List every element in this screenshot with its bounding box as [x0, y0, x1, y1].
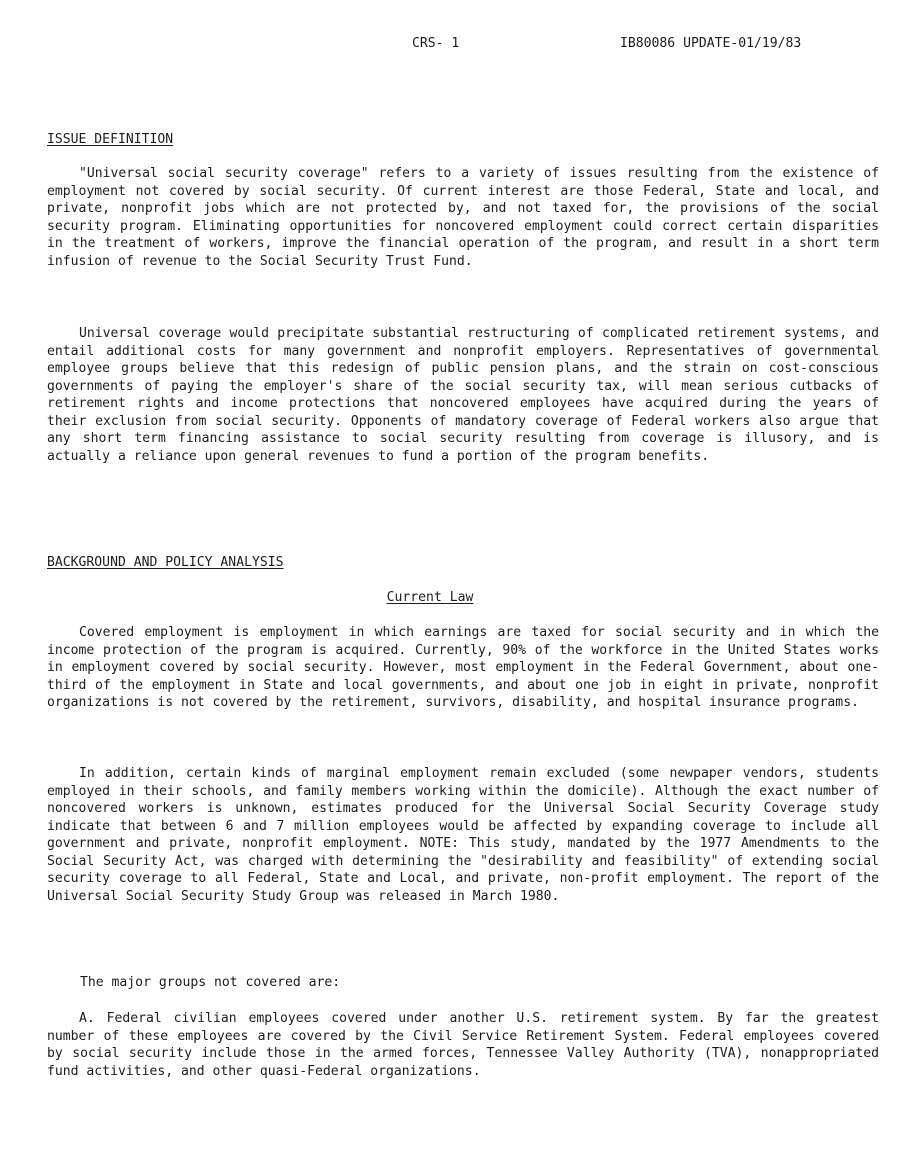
current-law-paragraph-1: Covered employment is employment in which earnings are taxed for social security and in which the income protection of the program is acquired. Currently, 90% of the workforce in the United States works in employment covered by social security. However, most employment in the Federal Government, about one-third of the employment in State and local governments, and about one job in eight in private, nonprofit organizations is not covered by the retirement, survivors, disability, and hospital insurance programs. [47, 625, 879, 710]
current-law-subheading-text: Current Law [386, 590, 474, 605]
page-header [0, 36, 920, 56]
document-id-label: IB80086 UPDATE-01/19/83 [620, 36, 802, 51]
issue-definition-paragraph-2: Universal coverage would precipitate substantial restructuring of complicated retirement systems, and entail additional costs for many government and nonprofit employers. Representatives of governmental employee groups believe that this redesign of public pension plans, and the strain on cost-conscious governments of paying the employer's share of the social security tax, will mean serious cutbacks of retirement rights and income protections that noncovered employees have acquired during the years of their exclusion from social security. Opponents of mandatory coverage of Federal workers also argue that any short term financing assistance to social security resulting from coverage is illusory, and is actually a reliance upon general revenues to fund a portion of the program benefits. [47, 326, 879, 464]
issue-definition-paragraph-1: "Universal social security coverage" refers to a variety of issues resulting from the existence of employment not covered by social security. Of current interest are those Federal, State and local, and private, nonprofit jobs which are not protected by, and not taxed for, the provisions of the social security program. Eliminating opportunities for noncovered employment could correct certain disparities in the treatment of workers, improve the financial operation of the program, and result in a short term infusion of revenue to the Social Security Trust Fund. [47, 166, 879, 269]
groups-intro-line: The major groups not covered are: [80, 975, 341, 990]
issue-definition-heading: ISSUE DEFINITION [47, 132, 174, 147]
current-law-paragraph-2: In addition, certain kinds of marginal employment remain excluded (some newpaper vendors, students employed in their schools, and family members working within the domicile). Although the exact number of noncovered workers is unknown, estimates produced for the Universal Social Security Coverage study indicate that between 6 and 7 million employees would be affected by expanding coverage to include all government and private, nonprofit employment. NOTE: This study, mandated by the 1977 Amendments to the Social Security Act, was charged with determining the "desirability and feasibility" of extending social security coverage to all Federal, State and Local, and private, non-profit employment. The report of the Universal Social Security Study Group was released in March 1980. [47, 766, 879, 904]
background-heading: BACKGROUND AND POLICY ANALYSIS [47, 555, 284, 570]
group-a-paragraph: A. Federal civilian employees covered under another U.S. retirement system. By far the greatest number of these employees are covered by the Civil Service Retirement System. Federal employees covered by social security include those in the armed forces, Tennessee Valley Authority (TVA), nonappropriated fund activities, and other quasi-Federal organizations. [47, 1011, 879, 1079]
current-law-subheading [0, 590, 920, 605]
page-number-label: CRS- 1 [412, 36, 460, 51]
